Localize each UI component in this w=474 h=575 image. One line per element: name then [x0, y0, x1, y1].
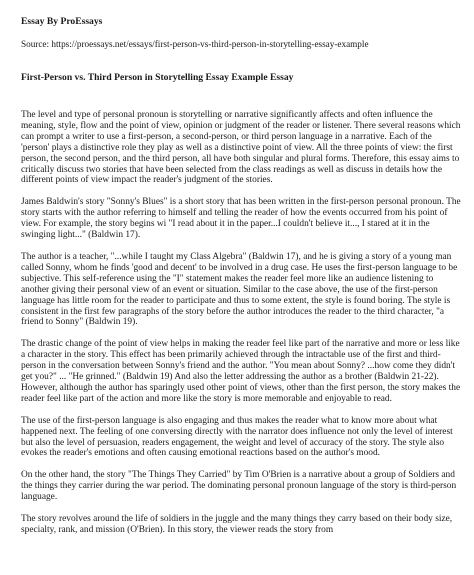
essay-body — [21, 110, 462, 536]
source-url: https://proessays.net/essays/first-person-vs-third-person-in-storytelling-essay-example — [51, 39, 369, 49]
source-line — [21, 39, 462, 50]
paragraph-2: James Baldwin's story "Sonny's Blues" is a short story that has been written in the first-person personal pronoun. The story starts with the author referring to himself and telling the reader of how the events occurred from his point of view. For example, the story begins wi "I read about it in the paper...I couldn't believe it..., I stared at it in the swinging light..." (Baldwin 17). — [21, 197, 461, 241]
paragraph-3: The author is a teacher, "...while I taught my Class Algebra" (Baldwin 17), and he is giving a story of a young man called Sonny, whom he finds 'good and decent' to be involved in a drug case. He uses the first-person language to be subjective. This self-reference using the "I" statement makes the reader feel more like an audience listening to another giving their personal view of an event or situation. Similar to the case above, the use of the first-person language has little room for the reader to participate and thus to some extent, the style is found boring. The style is consistent in the first few paragraphs of the story before the author introduces the reader to the third character, "a friend to Sonny" (Baldwin 19). — [21, 251, 458, 328]
paragraph-7: The story revolves around the life of soldiers in the juggle and the many things they carry based on their body size, specialty, rank, and mission (O'Brien). In this story, the viewer reads the story from — [21, 514, 453, 535]
essay-title: First-Person vs. Third Person in Storytelling Essay Example Essay — [21, 72, 294, 83]
paragraph-1: The level and type of personal pronoun is storytelling or narrative significantly affects and often influence the meaning, style, flow and the point of view, opinion or judgment of the reader or listener. There several reasons which can prompt a writer to use a first-person, a second-person, or third person language in a narrative. Each of the 'person' plays a distinctive role they play as well as a distinctive point of view. All the three points of view: the first person, the second person, and the third person, all have both singular and plural forms. Therefore, this essay aims to critically discuss two stories that have been selected from the class readings as well as discuss in details how the different points of view impact the reader's judgment of the stories. — [21, 110, 461, 186]
paragraph-6: On the other hand, the story "The Things They Carried" by Tim O'Brien is a narrative about a group of Soldiers and the things they carrier during the war period. The dominating personal pronoun language of the story is third-person language. — [21, 470, 457, 503]
site-name: Essay By ProEssays — [21, 16, 103, 27]
source-label: Source: — [21, 39, 50, 49]
paragraph-4: The drastic change of the point of view helps in making the reader feel like part of the narrative and more or less like a character in the story. This effect has been primarily achieved through the intractable use of the first and third-person in the conversation between Sonny's friend and the author. "You mean about Sonny? ...how come they didn't get you?" ... "He grinned." (Baldwin 19) And also the letter addressing the author as a brother (Baldwin 21-22). However, although the author has sparingly used other point of views, other than the first person, the story makes the reader feel like part of the action and more like the story is more memorable and enjoyable to read. — [21, 339, 461, 404]
paragraph-5: The use of the first-person language is also engaging and thus makes the reader what to know more about what happened next. The feeling of one conversing directly with the narrator does influence not only the level of interest but also the level of persuasion, readers engagement, the weight and level of accuracy of the story. The style also evokes the reader's emotions and often causing emotional reactions based on the author's mood. — [21, 415, 453, 459]
